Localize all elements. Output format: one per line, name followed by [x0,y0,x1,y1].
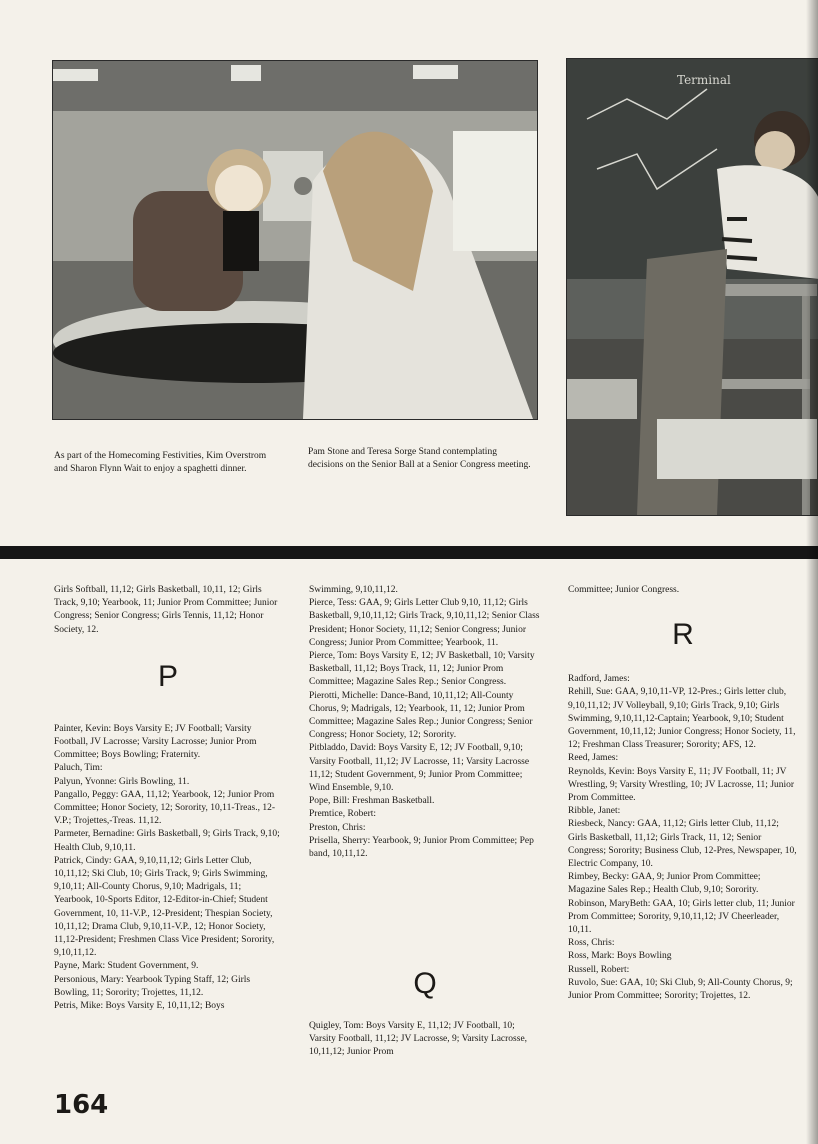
directory-entry: Swimming, 9,10,11,12. [309,585,398,595]
directory-entry: Robinson, MaryBeth: GAA, 10; Girls letter club, 11; Junior Prom Committee; Sorority, 9,10,11,12; JV Cheerleader, 10,11. [568,898,795,936]
page-number: 164 [54,1090,109,1120]
directory-entry: Riesbeck, Nancy: GAA, 11,12; Girls letter Club, 11,12; Girls Basketball, 11,12; Girls Track, 11, 12; Senior Congress; Sorority; Business Club, 12-Pres, Newspaper, 10, Electric Company, 10. [568,819,797,870]
directory-entry: Ribble, Janet: [568,806,621,817]
directory-entry: Pitbladdo, David: Boys Varsity E, 12; JV Football, 9,10; Varsity Football, 11,12; JV Lacrosse, 11; Varsity Lacrosse 11,12; Student Government, 9; Junior Prom Committee; Wind Ensemble, 9,10. [309,743,530,794]
directory-entry: Ross, Chris: [568,938,615,949]
directory-entry: Rimbey, Becky: GAA, 9; Junior Prom Committee; Magazine Sales Rep.; Health Club, 9,10; Sorority. [568,872,761,896]
directory-entry: Painter, Kevin: Boys Varsity E; JV Football; Varsity Football, JV Lacrosse; Varsity Lacrosse; Junior Prom Committee; Boys Bowling; Fraternity. [54,723,257,761]
page-binding-shadow [806,0,818,1144]
photo-caption-right: Pam Stone and Teresa Sorge Stand contemplating decisions on the Senior Ball at a Senior Congress meeting. [308,447,531,470]
svg-text:Terminal: Terminal [677,73,731,87]
directory-entry: Reynolds, Kevin: Boys Varsity E, 11; JV Football, 11; JV Wrestling, 9; Varsity Wrestling, 10; JV Lacrosse, 11; Junior Prom Committee. [568,766,795,804]
directory-column-2 [309,584,541,861]
directory-entry: Rehill, Sue: GAA, 9,10,11-VP, 12-Pres.; Girls letter club, 9,10,11,12; JV Volleyball, 9,10; Girls Track, 9,10; Girls Swimming, 9,10,11,12-Captain; Yearbook, 9,10; Student Government, 10,11,12; Junior Congress; Honor Society, 11, 12; Freshman Class Treasurer; Sorority; AFS, 12. [568,687,796,751]
directory-entry: Parmeter, Bernadine: Girls Basketball, 9; Girls Track, 9,10; Health Club, 9,10,11. [54,829,280,853]
directory-entry: Petris, Mike: Boys Varsity E, 10,11,12; Boys [54,1001,225,1012]
directory-entry: Quigley, Tom: Boys Varsity E, 11,12; JV Football, 10; Varsity Football, 11,12; JV Lacrosse, 9; Varsity Lacrosse, 10,11,12; Junior Prom [309,1021,528,1058]
directory-entry: Paluch, Tim: [54,763,103,774]
directory-entry: Prisella, Sherry: Yearbook, 9; Junior Prom Committee; Pep band, 10,11,12. [309,835,534,860]
directory-column-3 [568,584,798,1003]
directory-entry: Payne, Mark: Student Government, 9. [54,961,199,972]
directory-entry: Preston, Chris: [309,822,366,833]
photo-caption-left: As part of the Homecoming Festivities, Kim Overstrom and Sharon Flynn Wait to enjoy a spaghetti dinner. [54,451,267,474]
directory-entry: Radford, James: [568,674,630,685]
section-divider-bar [0,546,818,559]
directory-column-2-q [309,1020,541,1060]
section-letter-r: R [672,618,694,652]
directory-entry: Premtice, Robert: [309,809,377,820]
directory-entry: Pierotti, Michelle: Dance-Band, 10,11,12; All-County Chorus, 9; Madrigals, 12; Yearbook, 11, 12; Junior Prom Committee; Magazine Sales Rep.; Junior Congress; Senior Congress; Honor Society, 12; Sorority. [309,690,533,741]
directory-entry: Reed, James: [568,753,619,764]
directory-entry: Ross, Mark: Boys Bowling [568,951,672,962]
section-letter-q: Q [413,967,437,1000]
directory-entry: Patrick, Cindy: GAA, 9,10,11,12; Girls Letter Club, 10,11,12; Ski Club, 10; Girls Track, 9; Girls Swimming, 9,10,11; All-County Chorus, 9,10; Madrigals, 11; Yearbook, 10-Sports Editor, 12-Editor-in-Chief; Student Government, 10, 11-V.P., 12-President; Thespian Society, 10,11,12; Drama Club, 9,10,11-V.P., 12; Honor Society, 11,12-President; Freshmen Class Vice President; Sorority, 9,10,11,12. [54,855,275,959]
directory-entry: Personious, Mary: Yearbook Typing Staff, 12; Girls Bowling, 11; Sorority; Trojettes, 11,12. [54,974,251,998]
photo-homecoming-dinner [52,60,538,420]
directory-entry: Russell, Robert: [568,964,630,975]
photo-senior-congress [566,58,818,516]
directory-column-1 [54,584,282,1013]
directory-entry: Girls Softball, 11,12; Girls Basketball, 10,11, 12; Girls Track, 9,10; Yearbook, 11; Junior Prom Committee; Junior Congress; Senior Congress; Girls Tennis, 11,12; Honor Society, 12. [54,585,278,635]
directory-entry: Pierce, Tess: GAA, 9; Girls Letter Club 9,10, 11,12; Girls Basketball, 9,10,11,12; Girls Track, 9,10,11,12; Senior Class President; Honor Society, 11,12; Senior Congress; Junior Congress; Junior Prom Committee; Yearbook, 11. [309,598,540,648]
directory-entry: Pierce, Tom: Boys Varsity E, 12; JV Basketball, 10; Varsity Basketball, 11,12; Boys Track, 11, 12; Junior Prom Committee; Magazine Sales Rep.; Senior Congress. [309,651,535,688]
directory-entry: Palyun, Yvonne: Girls Bowling, 11. [54,776,190,787]
directory-entry: Pope, Bill: Freshman Basketball. [309,796,435,807]
chalkboard-photo-image [567,59,818,515]
directory-entry: Committee; Junior Congress. [568,585,680,595]
cafeteria-photo-image [53,61,537,419]
section-letter-p: P [157,659,178,693]
directory-entry: Ruvolo, Sue: GAA, 10; Ski Club, 9; All-County Chorus, 9; Junior Prom Committee; Sorority; Trojettes, 12. [568,977,793,1002]
directory-entry: Pangallo, Peggy: GAA, 11,12; Yearbook, 12; Junior Prom Committee; Honor Society, 12; Sorority, 10,11-Treas., 12-V.P.; Trojettes,-Treas. 11,12. [54,789,276,827]
